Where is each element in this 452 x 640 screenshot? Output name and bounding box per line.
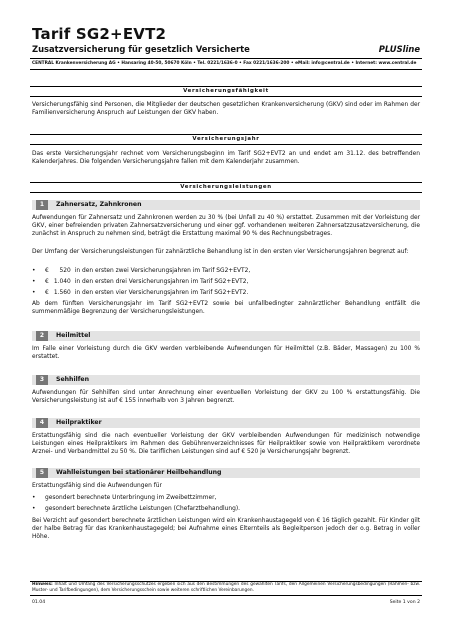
bullet-icon: •: [32, 506, 36, 512]
wahlleistungen-text-2: Bei Verzicht auf gesondert berechnete ärztlichen Leistungen wird ein Krankenhaustagegeld von € 16 täglich gezahlt. Für Kinder gilt der halbe Betrag für das Krankenhaustagegeld; bei Aufnahme eines Elternteils als Begleitperson jedoch der o.g. Betrag in voller Höhe.: [32, 518, 421, 541]
footer-page-number: Seite 1 von 2: [389, 600, 420, 605]
bullet-icon: •: [32, 268, 36, 274]
document-page: [30, 20, 422, 628]
company-contact: • Hansaring 40-50, 50670 Köln • Tel. 0221/1636-0 • Fax 0221/1636-200 • eMail: info@central.de • Internet: www.central.de: [117, 61, 417, 66]
list-item: [32, 289, 248, 297]
subsection-header-heilpraktiker: [32, 418, 420, 428]
zahnersatz-text-3: Ab dem fünften Versicherungsjahr im Tarif SG2+EVT2 sowie bei unfallbedingter zahnärztlicher Behandlung entfällt die summenmäßige Begrenzung der Versicherungsleistungen.: [32, 301, 420, 316]
subsection-header-wahlleistungen: [32, 468, 420, 478]
subsection-number: 5: [36, 468, 48, 478]
heilmittel-text: Im Falle einer Vorleistung durch die GKV werden verbleibende Aufwendungen für Heilmittel (z.B. Bäder, Massagen) zu 100 % erstattet.: [32, 346, 420, 361]
address-rule: [30, 69, 422, 70]
subsection-header-heilmittel: [32, 331, 420, 341]
list-item: [32, 278, 248, 286]
subsection-label: Sehhilfen: [56, 376, 89, 383]
list-item: [32, 267, 250, 275]
bullet-text: in den ersten zwei Versicherungsjahren im Tarif SG2+EVT2,: [74, 268, 251, 274]
footer-note-label: Hinweis:: [32, 582, 53, 587]
footer-rule-bottom: [30, 595, 422, 596]
subsection-number: 2: [36, 331, 48, 341]
footer-note: [32, 582, 420, 593]
bullet-icon: •: [32, 495, 36, 501]
subsection-label: Wahlleistungen bei stationärer Heilbehandlung: [56, 469, 222, 476]
bullet-text: in den ersten drei Versicherungsjahren im Tarif SG2+EVT2,: [74, 279, 249, 285]
bullet-currency: €: [45, 290, 49, 296]
bullet-currency: €: [45, 268, 49, 274]
bullet-text: gesondert berechnete ärztliche Leistungen (Chefarztbehandlung).: [45, 506, 241, 512]
document-title: Tarif SG2+EVT2: [32, 25, 167, 43]
subsection-label: Heilpraktiker: [56, 419, 102, 426]
bullet-text: gesondert berechnete Unterbringung im Zweibettzimmer,: [45, 495, 217, 501]
subsection-number: 4: [36, 418, 48, 428]
section-text-versicherungsjahr: Das erste Versicherungsjahr rechnet vom Versicherungsbeginn im Tarif SG2+EVT2 an und endet am 31.12. des betreffenden Kalenderjahres. Die folgenden Versicherungsjahre fallen mit dem Kalenderjahr zusammen.: [32, 151, 420, 166]
bullet-amount: 1.040: [53, 279, 71, 285]
bullet-text: in den ersten vier Versicherungsjahren im Tarif SG2+EVT2.: [74, 290, 249, 296]
zahnersatz-text-2: Der Umfang der Versicherungsleistungen für zahnärztliche Behandlung ist in den ersten vier Versicherungsjahren begrenzt auf:: [32, 249, 409, 255]
section-heading-versicherungsleistungen: Versicherungsleistungen: [30, 182, 422, 193]
subsection-label: Zahnersatz, Zahnkronen: [56, 201, 142, 208]
list-item: [32, 494, 216, 502]
list-item: [32, 505, 240, 513]
bullet-icon: •: [32, 279, 36, 285]
bullet-amount: 1.560: [53, 290, 71, 296]
section-text-versicherungsfaehigkeit: Versicherungsfähig sind Personen, die Mitglieder der deutschen gesetzlichen Krankenversicherung (GKV) sind oder im Rahmen der Familienversicherung Anspruch auf Leistungen der GKV haben.: [32, 102, 420, 117]
heilpraktiker-text: Erstattungsfähig sind die nach eventueller Vorleistung der GKV verbleibenden Aufwendungen für medizinisch notwendige Leistungen eines Heilpraktikers im Rahmen des Gebührenverzeichnisses für Heilpraktiker sowie von Heilpraktikern verordnete Arznei- und Verbandmittel zu 50 %. Die tariflichen Leistungen sind auf € 520 je Versicherungsjahr begrenzt.: [32, 433, 420, 456]
subsection-header-zahnersatz: [32, 200, 420, 210]
header-rule: [30, 58, 422, 59]
company-address: [32, 61, 416, 66]
footer-date: 01.04: [32, 600, 46, 605]
brand-name: PLUSline: [378, 44, 420, 54]
subsection-number: 3: [36, 375, 48, 385]
section-heading-versicherungsjahr: Versicherungsjahr: [30, 134, 422, 145]
section-heading-versicherungsfaehigkeit: Versicherungsfähigkeit: [30, 86, 422, 97]
company-name: CENTRAL Krankenversicherung AG: [32, 61, 116, 66]
subsection-number: 1: [36, 200, 48, 210]
wahlleistungen-text-1: Erstattungsfähig sind die Aufwendungen für: [32, 483, 162, 489]
subsection-header-sehhilfen: [32, 375, 420, 385]
document-subtitle: Zusatzversicherung für gesetzlich Versicherte: [32, 44, 250, 54]
subsection-label: Heilmittel: [56, 332, 91, 339]
bullet-currency: €: [45, 279, 49, 285]
bullet-amount: 520: [59, 268, 71, 274]
footer-note-text: Inhalt und Umfang des Versicherungsschutzes ergeben sich aus den Bestimmungen des gewählten Tarifs, den Allgemeinen Versicherungsbedingungen (Rahmen- bzw. Muster- und Tarifbedingungen), dem Versicherungsschein sowie weiteren schriftlichen Vereinbarungen.: [32, 582, 420, 593]
zahnersatz-text-1: Aufwendungen für Zahnersatz und Zahnkronen werden zu 30 % (bei Unfall zu 40 %) erstattet. Zusammen mit der Vorleistung der GKV, einer befreienden privaten Zahnersatzversicherung und einer ggf. vorhandenen weiteren Zahnersatzzusatzversicherung, die zunächst in Anspruch zu nehmen sind, beträgt die Erstattung maximal 90 % des Rechnungsbetrages.: [32, 215, 420, 238]
sehhilfen-text: Aufwendungen für Sehhilfen sind unter Anrechnung einer eventuellen Vorleistung der GKV zu 100 % erstattungsfähig. Die Versicherungsleistung ist auf € 155 innerhalb von 3 Jahren begrenzt.: [32, 390, 420, 405]
bullet-icon: •: [32, 290, 36, 296]
